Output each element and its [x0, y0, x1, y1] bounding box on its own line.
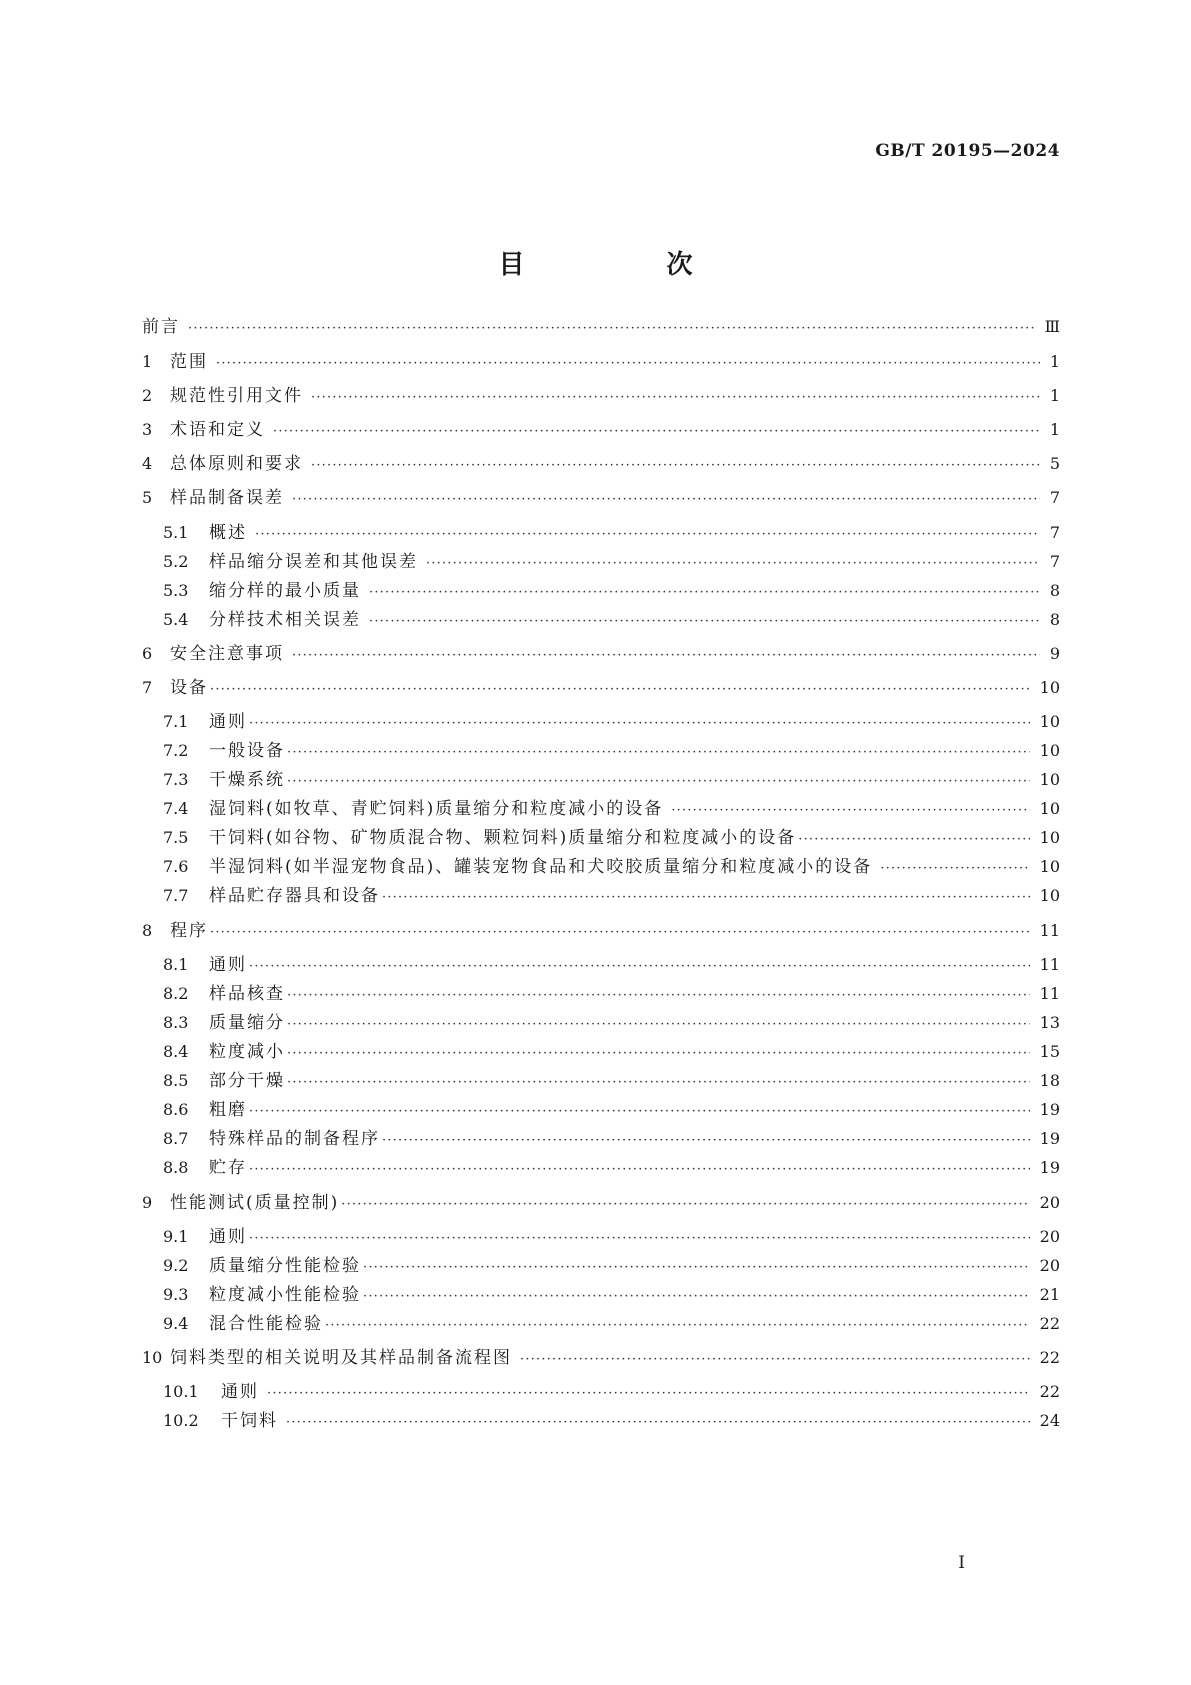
toc-leader-dots [382, 886, 1030, 910]
toc-leader-dots [273, 420, 1040, 444]
toc-entry[interactable] [163, 739, 1060, 763]
toc-entry-title: 干饲料 [221, 1411, 278, 1431]
toc-entry-number: 6 [142, 644, 153, 663]
toc-entry-title: 规范性引用文件 [170, 386, 303, 406]
toc-entry-page: 7 [1049, 488, 1060, 507]
toc-entry-number: 7.3 [163, 770, 189, 789]
toc-leader-dots [671, 799, 1029, 823]
toc-entry-number: 9.2 [163, 1256, 189, 1275]
toc-entry-title: 质量缩分 [209, 1013, 285, 1033]
toc-entry-page: 22 [1039, 1382, 1060, 1401]
toc-entry-title: 一般设备 [209, 741, 285, 761]
toc-leader-dots [216, 352, 1040, 376]
toc-entry-title: 样品缩分误差和其他误差 [209, 552, 418, 572]
toc-entry-number: 7.4 [163, 799, 189, 818]
toc-leader-dots [363, 1285, 1030, 1309]
toc-entry-title: 干饲料(如谷物、矿物质混合物、颗粒饲料)质量缩分和粒度减小的设备 [209, 828, 797, 848]
toc-entry-page: 13 [1039, 1013, 1060, 1032]
toc-entry-page: 20 [1039, 1256, 1060, 1275]
toc-leader-dots [249, 1100, 1030, 1124]
toc-entry[interactable] [163, 608, 1060, 632]
toc-entry-page: 7 [1049, 523, 1060, 542]
toc-leader-dots [267, 1382, 1030, 1406]
toc-entry-page: 22 [1039, 1314, 1060, 1333]
toc-entry-page: 20 [1039, 1193, 1060, 1212]
toc-entry-number: 7.2 [163, 741, 189, 760]
toc-entry[interactable] [142, 642, 1060, 666]
toc-entry-title: 设备 [170, 678, 208, 698]
toc-entry[interactable] [163, 768, 1060, 792]
toc-entry-title: 样品制备误差 [170, 488, 284, 508]
toc-entry-number: 5.1 [163, 523, 189, 542]
toc-entry[interactable] [163, 953, 1060, 977]
toc-entry[interactable] [163, 1283, 1060, 1307]
toc-entry-number: 10.1 [163, 1382, 199, 1401]
toc-entry-title: 分样技术相关误差 [209, 610, 361, 630]
toc-entry-number: 8.1 [163, 955, 189, 974]
toc-leader-dots [287, 741, 1030, 765]
toc-entry-title: 部分干燥 [209, 1071, 285, 1091]
toc-entry-title: 范围 [170, 352, 208, 372]
toc-entry-page: 1 [1049, 352, 1060, 371]
toc-leader-dots [287, 770, 1030, 794]
toc-entry-number: 10 [142, 1348, 163, 1367]
toc-entry-number: 7 [142, 678, 153, 697]
toc-leader-dots [311, 454, 1040, 478]
toc-entry-title: 通则 [209, 955, 247, 975]
toc-entry[interactable] [163, 982, 1060, 1006]
toc-leader-dots [287, 1013, 1030, 1037]
toc-entry-title: 术语和定义 [170, 420, 265, 440]
toc-entry-title: 总体原则和要求 [170, 454, 303, 474]
toc-leader-dots [880, 857, 1029, 881]
toc-entry-page: 10 [1039, 828, 1060, 847]
toc-leader-dots [363, 1256, 1030, 1280]
toc-entry-page: 1 [1049, 386, 1060, 405]
toc-entry-page: 8 [1049, 581, 1060, 600]
toc-entry-title: 通则 [209, 1227, 247, 1247]
toc-entry[interactable] [163, 521, 1060, 545]
toc-entry-number: 8.6 [163, 1100, 189, 1119]
toc-entry[interactable] [142, 350, 1060, 374]
toc-entry-number: 5 [142, 488, 153, 507]
toc-entry-number: 8.5 [163, 1071, 189, 1090]
toc-leader-dots [210, 678, 1030, 702]
toc-leader-dots [369, 610, 1040, 634]
toc-leader-dots [426, 552, 1040, 576]
toc-entry-page: 11 [1039, 955, 1060, 974]
toc-entry-number: 8.2 [163, 984, 189, 1003]
toc-entry[interactable] [163, 710, 1060, 734]
toc-entry[interactable] [142, 384, 1060, 408]
toc-entry-title: 贮存 [209, 1158, 247, 1178]
toc-entry-title: 粗磨 [209, 1100, 247, 1120]
toc-entry-title: 干燥系统 [209, 770, 285, 790]
toc-entry-number: 9 [142, 1193, 153, 1212]
toc-entry-page: 1 [1049, 420, 1060, 439]
toc-entry-title: 通则 [209, 712, 247, 732]
toc-entry[interactable] [163, 884, 1060, 908]
toc-entry[interactable] [163, 1312, 1060, 1336]
toc-entry-number: 9.4 [163, 1314, 189, 1333]
toc-entry-page: 19 [1039, 1129, 1060, 1148]
toc-entry[interactable] [163, 855, 1060, 879]
toc-entry[interactable] [142, 1346, 1060, 1370]
toc-entry[interactable] [163, 1156, 1060, 1180]
toc-entry-page: 5 [1049, 454, 1060, 473]
toc-entry-title: 概述 [209, 523, 247, 543]
toc-entry-number: 5.3 [163, 581, 189, 600]
toc-entry-title: 粒度减小性能检验 [209, 1285, 361, 1305]
toc-entry-page: 24 [1039, 1411, 1060, 1430]
toc-entry-page: 21 [1039, 1285, 1060, 1304]
toc-entry-title: 湿饲料(如牧草、青贮饲料)质量缩分和粒度减小的设备 [209, 799, 664, 819]
toc-entry[interactable] [142, 486, 1060, 510]
toc-entry-title: 前言 [142, 317, 180, 337]
toc-entry-title: 半湿饲料(如半湿宠物食品)、罐装宠物食品和犬咬胶质量缩分和粒度减小的设备 [209, 857, 873, 877]
toc-entry-title: 缩分样的最小质量 [209, 581, 361, 601]
toc-entry-page: 9 [1049, 644, 1060, 663]
toc-leader-dots [249, 955, 1030, 979]
toc-leader-dots [255, 523, 1040, 547]
toc-entry-page: 18 [1039, 1071, 1060, 1090]
toc-entry-page: 11 [1039, 984, 1060, 1003]
toc-entry-number: 8 [142, 921, 153, 940]
toc-leader-dots [341, 1193, 1029, 1217]
toc-entry-page: 15 [1039, 1042, 1060, 1061]
toc-entry-page: 10 [1039, 770, 1060, 789]
toc-entry-number: 4 [142, 454, 153, 473]
page-number: I [958, 1553, 965, 1573]
toc-entry[interactable] [163, 1069, 1060, 1093]
toc-leader-dots [249, 1227, 1030, 1251]
toc-entry-title: 样品核查 [209, 984, 285, 1004]
toc-leader-dots [382, 1129, 1030, 1153]
toc-entry-title: 样品贮存器具和设备 [209, 886, 380, 906]
toc-entry-page: 22 [1039, 1348, 1060, 1367]
toc-entry[interactable] [163, 1409, 1060, 1433]
toc-entry[interactable] [163, 1225, 1060, 1249]
toc-entry[interactable] [142, 418, 1060, 442]
toc-leader-dots [287, 1042, 1030, 1066]
toc-leader-dots [292, 644, 1040, 668]
toc-leader-dots [311, 386, 1040, 410]
toc-leader-dots [325, 1314, 1030, 1338]
toc-leader-dots [249, 712, 1030, 736]
toc-entry-title: 粒度减小 [209, 1042, 285, 1062]
toc-entry[interactable] [142, 1191, 1060, 1215]
toc-entry-page: 10 [1039, 741, 1060, 760]
toc-entry[interactable] [163, 1380, 1060, 1404]
toc-entry[interactable] [142, 315, 1060, 339]
toc-entry-page: 10 [1039, 712, 1060, 731]
toc-entry[interactable] [163, 1098, 1060, 1122]
toc-leader-dots [287, 984, 1030, 1008]
toc-entry-number: 7.1 [163, 712, 189, 731]
toc-entry-page: 20 [1039, 1227, 1060, 1246]
toc-entry-number: 5.4 [163, 610, 189, 629]
toc-entry-title: 混合性能检验 [209, 1314, 323, 1334]
toc-entry-page: 10 [1039, 857, 1060, 876]
toc-entry-number: 9.3 [163, 1285, 189, 1304]
toc-leader-dots [188, 317, 1035, 341]
toc-leader-dots [249, 1158, 1030, 1182]
toc-entry-number: 9.1 [163, 1227, 189, 1246]
toc-leader-dots [798, 828, 1029, 852]
toc-entry-page: 11 [1039, 921, 1060, 940]
toc-entry-title: 特殊样品的制备程序 [209, 1129, 380, 1149]
toc-entry-page: Ⅲ [1044, 317, 1060, 336]
toc-entry[interactable] [163, 550, 1060, 574]
toc-leader-dots [286, 1411, 1030, 1435]
toc-entry-number: 3 [142, 420, 153, 439]
toc-entry-title: 程序 [170, 921, 208, 941]
toc-entry-title: 安全注意事项 [170, 644, 284, 664]
toc-entry-number: 7.6 [163, 857, 189, 876]
toc-entry-number: 2 [142, 386, 153, 405]
toc-entry[interactable] [142, 919, 1060, 943]
toc-entry[interactable] [163, 1127, 1060, 1151]
toc-entry-title: 通则 [221, 1382, 259, 1402]
toc-entry[interactable] [163, 1011, 1060, 1035]
toc-entry-number: 7.5 [163, 828, 189, 847]
toc-leader-dots [292, 488, 1040, 512]
toc-entry[interactable] [163, 797, 1060, 821]
toc-entry-number: 8.4 [163, 1042, 189, 1061]
toc-entry-number: 8.8 [163, 1158, 189, 1177]
toc-entry-page: 8 [1049, 610, 1060, 629]
standard-code: GB/T 20195—2024 [875, 141, 1060, 161]
toc-entry-page: 10 [1039, 886, 1060, 905]
toc-entry-number: 8.7 [163, 1129, 189, 1148]
toc-leader-dots [369, 581, 1040, 605]
toc-entry-number: 5.2 [163, 552, 189, 571]
toc-entry-page: 19 [1039, 1100, 1060, 1119]
toc-entry-page: 7 [1049, 552, 1060, 571]
toc-entry[interactable] [142, 452, 1060, 476]
toc-entry-number: 1 [142, 352, 153, 371]
toc-entry-title: 饲料类型的相关说明及其样品制备流程图 [170, 1348, 512, 1368]
toc-entry[interactable] [142, 676, 1060, 700]
toc-entry-number: 10.2 [163, 1411, 199, 1430]
toc-leader-dots [520, 1348, 1030, 1372]
toc-entry-number: 8.3 [163, 1013, 189, 1032]
toc-entry[interactable] [163, 579, 1060, 603]
toc-entry[interactable] [163, 1040, 1060, 1064]
toc-leader-dots [210, 921, 1030, 945]
toc-entry-page: 19 [1039, 1158, 1060, 1177]
toc-entry-number: 7.7 [163, 886, 189, 905]
toc-entry-page: 10 [1039, 678, 1060, 697]
toc-leader-dots [287, 1071, 1030, 1095]
toc-entry-title: 性能测试(质量控制) [170, 1193, 340, 1213]
toc-entry-title: 质量缩分性能检验 [209, 1256, 361, 1276]
page-title: 目 次 [498, 250, 751, 280]
toc-entry[interactable] [163, 1254, 1060, 1278]
toc-entry[interactable] [163, 826, 1060, 850]
toc-entry-page: 10 [1039, 799, 1060, 818]
